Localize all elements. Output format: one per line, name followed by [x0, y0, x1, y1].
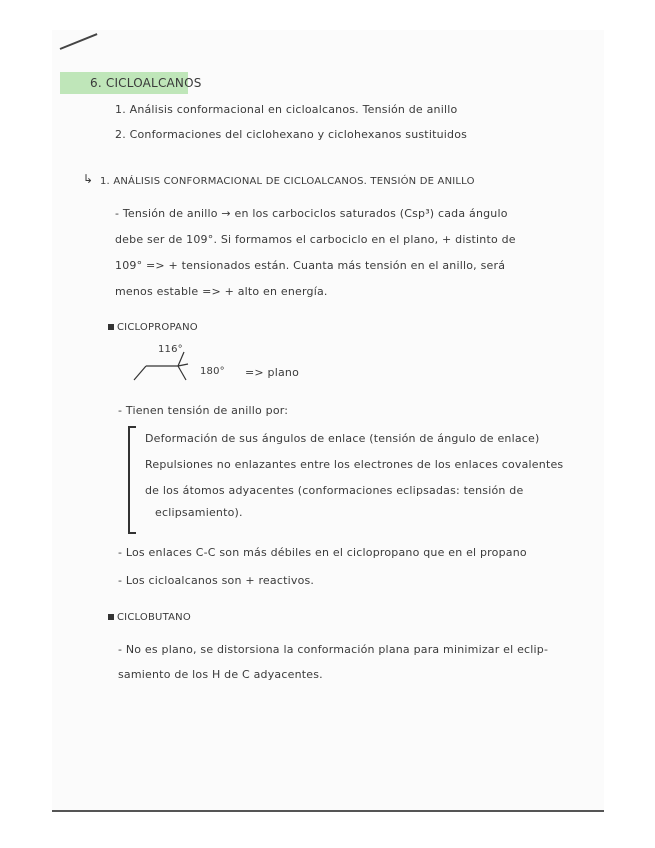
bullet-icon — [108, 614, 114, 620]
angle-180-label: 180° — [200, 366, 225, 377]
tension-item-2: Repulsiones no enlazantes entre los electrones de los enlaces covalentes — [145, 458, 564, 471]
notebook-page — [52, 30, 604, 812]
para1-line2: debe ser de 109°. Si formamos el carbociclo en el plano, + distinto de — [115, 233, 516, 246]
tension-intro: - Tienen tensión de anillo por: — [118, 404, 289, 417]
tension-item-4: eclipsamiento). — [155, 506, 243, 519]
para1-line4: menos estable => + alto en energía. — [115, 285, 328, 298]
section-title: 6. CICLOALCANOS — [90, 76, 202, 90]
ciclopropano-title: CICLOPROPANO — [108, 322, 198, 333]
toc-item-2: 2. Conformaciones del ciclohexano y ciclohexanos sustituidos — [115, 128, 468, 141]
ciclobutano-line1: - No es plano, se distorsiona la conformación plana para minimizar el eclip- — [118, 643, 549, 656]
ciclobutano-title: CICLOBUTANO — [108, 612, 191, 623]
toc-item-1: 1. Análisis conformacional en cicloalcanos. Tensión de anillo — [115, 103, 458, 116]
angle-116-label: 116° — [158, 344, 183, 355]
tension-item-1: Deformación de sus ángulos de enlace (tensión de ángulo de enlace) — [145, 432, 540, 445]
arrow-icon: ↳ — [83, 172, 94, 186]
tension-item-3: de los átomos adyacentes (conformaciones eclipsadas: tensión de — [145, 484, 524, 497]
para1-line1: - Tensión de anillo → en los carbociclos saturados (Csp³) cada ángulo — [115, 207, 508, 220]
plano-result: => plano — [245, 366, 300, 379]
note-2: - Los cicloalcanos son + reactivos. — [118, 574, 315, 587]
ciclobutano-line2: samiento de los H de C adyacentes. — [118, 668, 323, 681]
bullet-icon — [108, 324, 114, 330]
heading-1: 1. ANÁLISIS CONFORMACIONAL DE CICLOALCANOS. TENSIÓN DE ANILLO — [100, 176, 475, 187]
bracket — [128, 426, 136, 534]
note-1: - Los enlaces C-C son más débiles en el ciclopropano que en el propano — [118, 546, 527, 559]
para1-line3: 109° => + tensionados están. Cuanta más tensión en el anillo, será — [115, 259, 506, 272]
